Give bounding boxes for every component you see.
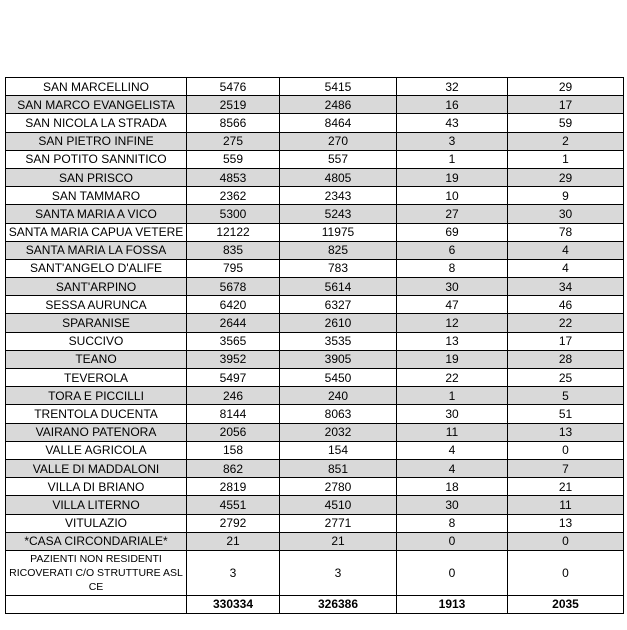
value-cell-2: 154 <box>280 441 397 459</box>
municipality-cell: VALLE DI MADDALONI <box>6 459 187 477</box>
value-cell-4: 17 <box>508 96 624 114</box>
value-cell-1: 5497 <box>187 369 280 387</box>
value-cell-2: 6327 <box>280 296 397 314</box>
total-cell-3: 1913 <box>397 595 508 613</box>
value-cell-3: 1 <box>397 387 508 405</box>
value-cell-1: 5476 <box>187 78 280 96</box>
municipality-cell: SANT'ARPINO <box>6 278 187 296</box>
value-cell-4: 22 <box>508 314 624 332</box>
value-cell-2: 2780 <box>280 478 397 496</box>
municipality-cell: SAN TAMMARO <box>6 187 187 205</box>
municipality-cell: SPARANISE <box>6 314 187 332</box>
value-cell-2: 8063 <box>280 405 397 423</box>
value-cell-3: 4 <box>397 441 508 459</box>
value-cell-3: 1 <box>397 150 508 168</box>
value-cell-3: 30 <box>397 496 508 514</box>
table-row <box>6 350 624 368</box>
value-cell-2: 851 <box>280 459 397 477</box>
municipality-cell: VALLE AGRICOLA <box>6 441 187 459</box>
table-row <box>6 132 624 150</box>
value-cell-4: 0 <box>508 550 624 595</box>
value-cell-3: 69 <box>397 223 508 241</box>
table-row <box>6 168 624 186</box>
table-row <box>6 150 624 168</box>
value-cell-3: 0 <box>397 532 508 550</box>
total-label-cell <box>6 595 187 613</box>
value-cell-2: 557 <box>280 150 397 168</box>
municipality-cell: VAIRANO PATENORA <box>6 423 187 441</box>
value-cell-3: 8 <box>397 514 508 532</box>
table-row <box>6 96 624 114</box>
table-row <box>6 332 624 350</box>
value-cell-3: 43 <box>397 114 508 132</box>
table-row <box>6 459 624 477</box>
value-cell-4: 30 <box>508 205 624 223</box>
value-cell-2: 5450 <box>280 369 397 387</box>
total-cell-4: 2035 <box>508 595 624 613</box>
value-cell-2: 3 <box>280 550 397 595</box>
municipality-cell: TEVEROLA <box>6 369 187 387</box>
value-cell-3: 30 <box>397 278 508 296</box>
value-cell-4: 59 <box>508 114 624 132</box>
municipality-cell: SANTA MARIA CAPUA VETERE <box>6 223 187 241</box>
value-cell-1: 2362 <box>187 187 280 205</box>
value-cell-4: 78 <box>508 223 624 241</box>
value-cell-3: 27 <box>397 205 508 223</box>
value-cell-3: 13 <box>397 332 508 350</box>
value-cell-2: 4805 <box>280 168 397 186</box>
value-cell-1: 12122 <box>187 223 280 241</box>
value-cell-4: 7 <box>508 459 624 477</box>
row-name-cell: PAZIENTI NON RESIDENTI RICOVERATI C/O STRUTTURE ASL CE <box>6 550 187 595</box>
value-cell-1: 8144 <box>187 405 280 423</box>
value-cell-1: 559 <box>187 150 280 168</box>
value-cell-3: 18 <box>397 478 508 496</box>
value-cell-4: 0 <box>508 532 624 550</box>
municipality-cell: SANT'ANGELO D'ALIFE <box>6 259 187 277</box>
value-cell-4: 0 <box>508 441 624 459</box>
table-row <box>6 405 624 423</box>
value-cell-2: 5415 <box>280 78 397 96</box>
value-cell-3: 8 <box>397 259 508 277</box>
municipality-cell: SAN NICOLA LA STRADA <box>6 114 187 132</box>
value-cell-4: 13 <box>508 514 624 532</box>
value-cell-1: 2056 <box>187 423 280 441</box>
value-cell-1: 21 <box>187 532 280 550</box>
value-cell-1: 2792 <box>187 514 280 532</box>
table-row <box>6 514 624 532</box>
value-cell-1: 795 <box>187 259 280 277</box>
value-cell-4: 46 <box>508 296 624 314</box>
value-cell-2: 3905 <box>280 350 397 368</box>
value-cell-2: 8464 <box>280 114 397 132</box>
table-row <box>6 278 624 296</box>
value-cell-4: 25 <box>508 369 624 387</box>
value-cell-3: 11 <box>397 423 508 441</box>
municipality-cell: SAN PIETRO INFINE <box>6 132 187 150</box>
value-cell-4: 5 <box>508 387 624 405</box>
value-cell-1: 6420 <box>187 296 280 314</box>
value-cell-1: 3 <box>187 550 280 595</box>
value-cell-1: 835 <box>187 241 280 259</box>
municipality-cell: VITULAZIO <box>6 514 187 532</box>
value-cell-1: 4853 <box>187 168 280 186</box>
value-cell-1: 2819 <box>187 478 280 496</box>
municipality-cell: SUCCIVO <box>6 332 187 350</box>
table-row <box>6 314 624 332</box>
value-cell-2: 2771 <box>280 514 397 532</box>
municipality-cell: SAN MARCELLINO <box>6 78 187 96</box>
total-row <box>6 595 624 613</box>
municipality-cell: SANTA MARIA LA FOSSA <box>6 241 187 259</box>
value-cell-4: 28 <box>508 350 624 368</box>
value-cell-1: 3565 <box>187 332 280 350</box>
value-cell-2: 2032 <box>280 423 397 441</box>
value-cell-3: 12 <box>397 314 508 332</box>
table-row <box>6 496 624 514</box>
value-cell-2: 11975 <box>280 223 397 241</box>
value-cell-3: 47 <box>397 296 508 314</box>
value-cell-2: 2343 <box>280 187 397 205</box>
value-cell-4: 21 <box>508 478 624 496</box>
value-cell-3: 22 <box>397 369 508 387</box>
table-row <box>6 259 624 277</box>
value-cell-1: 2644 <box>187 314 280 332</box>
table-row <box>6 223 624 241</box>
municipality-cell: SANTA MARIA A VICO <box>6 205 187 223</box>
value-cell-1: 8566 <box>187 114 280 132</box>
value-cell-1: 2519 <box>187 96 280 114</box>
municipality-cell: VILLA LITERNO <box>6 496 187 514</box>
value-cell-2: 5243 <box>280 205 397 223</box>
value-cell-1: 158 <box>187 441 280 459</box>
value-cell-3: 10 <box>397 187 508 205</box>
value-cell-3: 19 <box>397 168 508 186</box>
total-cell-1: 330334 <box>187 595 280 613</box>
value-cell-4: 51 <box>508 405 624 423</box>
value-cell-2: 21 <box>280 532 397 550</box>
value-cell-3: 4 <box>397 459 508 477</box>
table-row <box>6 369 624 387</box>
value-cell-2: 5614 <box>280 278 397 296</box>
municipality-cell: SAN MARCO EVANGELISTA <box>6 96 187 114</box>
value-cell-2: 825 <box>280 241 397 259</box>
value-cell-1: 5300 <box>187 205 280 223</box>
value-cell-3: 16 <box>397 96 508 114</box>
value-cell-3: 19 <box>397 350 508 368</box>
value-cell-3: 0 <box>397 550 508 595</box>
value-cell-4: 1 <box>508 150 624 168</box>
value-cell-3: 3 <box>397 132 508 150</box>
municipality-cell: SAN PRISCO <box>6 168 187 186</box>
table-row <box>6 78 624 96</box>
non-resident-patients-row <box>6 550 624 595</box>
table-row <box>6 296 624 314</box>
value-cell-4: 29 <box>508 78 624 96</box>
value-cell-2: 270 <box>280 132 397 150</box>
value-cell-2: 3535 <box>280 332 397 350</box>
value-cell-4: 4 <box>508 241 624 259</box>
table-row <box>6 387 624 405</box>
value-cell-1: 862 <box>187 459 280 477</box>
table-row <box>6 114 624 132</box>
value-cell-4: 11 <box>508 496 624 514</box>
total-cell-2: 326386 <box>280 595 397 613</box>
value-cell-4: 13 <box>508 423 624 441</box>
value-cell-3: 32 <box>397 78 508 96</box>
municipality-cell: TORA E PICCILLI <box>6 387 187 405</box>
municipality-cell: VILLA DI BRIANO <box>6 478 187 496</box>
value-cell-3: 30 <box>397 405 508 423</box>
table-body <box>6 78 624 614</box>
municipality-cell: SAN POTITO SANNITICO <box>6 150 187 168</box>
value-cell-4: 9 <box>508 187 624 205</box>
value-cell-2: 2486 <box>280 96 397 114</box>
table-row <box>6 241 624 259</box>
municipality-cell: TEANO <box>6 350 187 368</box>
table-row <box>6 532 624 550</box>
table-row <box>6 187 624 205</box>
value-cell-1: 246 <box>187 387 280 405</box>
data-table <box>5 77 624 614</box>
value-cell-4: 2 <box>508 132 624 150</box>
value-cell-4: 29 <box>508 168 624 186</box>
value-cell-2: 2610 <box>280 314 397 332</box>
table-row <box>6 205 624 223</box>
value-cell-1: 4551 <box>187 496 280 514</box>
table-row <box>6 441 624 459</box>
municipality-cell: TRENTOLA DUCENTA <box>6 405 187 423</box>
value-cell-4: 17 <box>508 332 624 350</box>
municipality-cell: SESSA AURUNCA <box>6 296 187 314</box>
value-cell-1: 5678 <box>187 278 280 296</box>
value-cell-4: 34 <box>508 278 624 296</box>
value-cell-1: 275 <box>187 132 280 150</box>
municipality-cell: *CASA CIRCONDARIALE* <box>6 532 187 550</box>
value-cell-3: 6 <box>397 241 508 259</box>
table-row <box>6 478 624 496</box>
table-row <box>6 423 624 441</box>
value-cell-2: 240 <box>280 387 397 405</box>
value-cell-4: 4 <box>508 259 624 277</box>
value-cell-2: 783 <box>280 259 397 277</box>
value-cell-1: 3952 <box>187 350 280 368</box>
value-cell-2: 4510 <box>280 496 397 514</box>
